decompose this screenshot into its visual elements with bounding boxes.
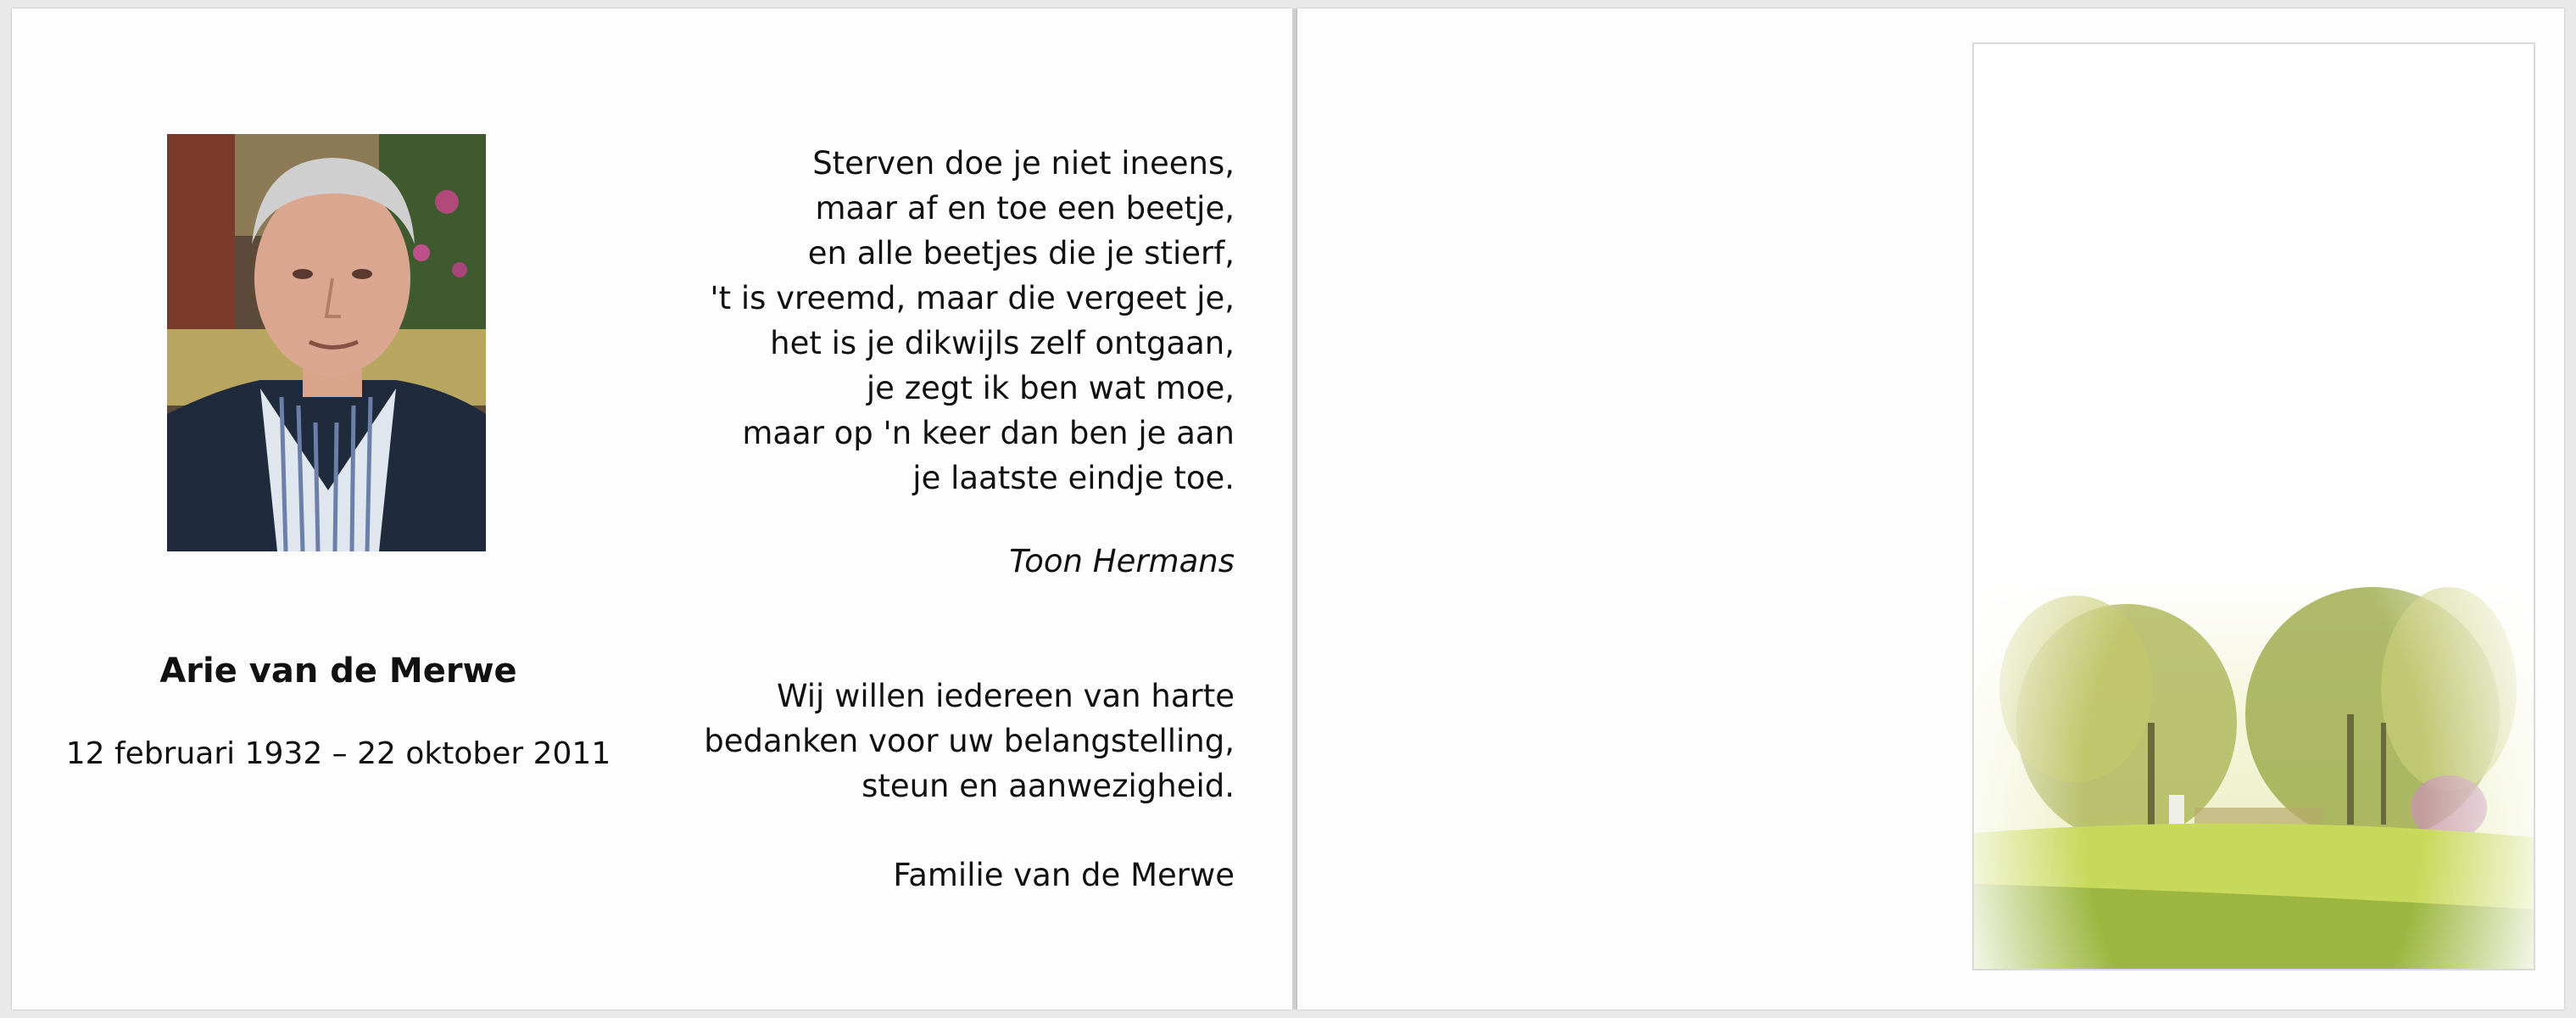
poem-line: en alle beetjes die je stierf, <box>807 235 1235 271</box>
card-cover-panel <box>1297 8 2564 1010</box>
poem-line: je laatste eindje toe. <box>912 460 1235 496</box>
deceased-name: Arie van de Merwe <box>159 652 517 691</box>
portrait-photo <box>167 134 486 551</box>
thank-you-message <box>624 674 1235 808</box>
poem-line: maar af en toe een beetje, <box>815 190 1235 227</box>
poem-line: Sterven doe je niet ineens, <box>812 145 1235 182</box>
thanks-line: bedanken voor uw belangstelling, <box>704 723 1235 759</box>
thanks-line: Wij willen iedereen van harte <box>777 678 1235 714</box>
poem <box>624 141 1235 501</box>
poem-line: maar op 'n keer dan ben je aan <box>742 415 1235 451</box>
poem-line: 't is vreemd, maar die vergeet je, <box>710 280 1235 316</box>
card-inside-panel <box>12 8 1292 1010</box>
poem-author: Toon Hermans <box>1009 543 1235 579</box>
park-landscape-image <box>1972 42 2535 970</box>
family-signature: Familie van de Merwe <box>893 857 1235 893</box>
poem-line: je zegt ik ben wat moe, <box>866 370 1235 406</box>
thanks-line: steun en aanwezigheid. <box>861 768 1235 804</box>
life-dates: 12 februari 1932 – 22 oktober 2011 <box>65 736 611 771</box>
poem-line: het is je dikwijls zelf ontgaan, <box>770 325 1235 361</box>
